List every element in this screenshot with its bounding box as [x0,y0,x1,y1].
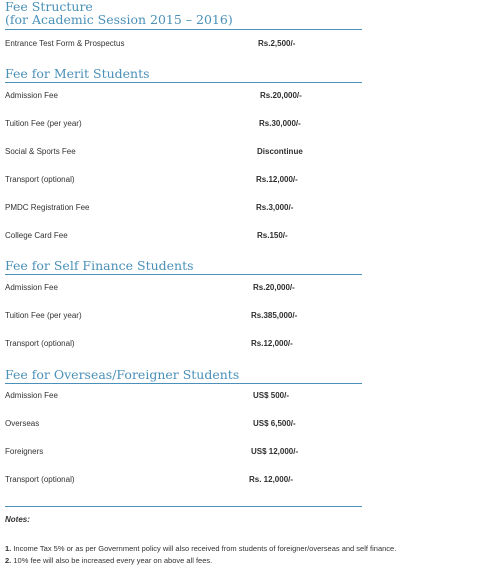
fee-row-label: Admission Fee [5,91,58,100]
note-text: Income Tax 5% or as per Government policy will also received from students of foreigner/overseas and self finance. [11,544,397,553]
section-divider [5,383,362,384]
fee-structure-title: Fee Structure [5,0,93,14]
fee-row-value: Rs. 12,000/- [249,475,294,484]
section-divider [5,274,362,275]
fee-row-label: Transport (optional) [5,475,75,484]
fee-row-label: Foreigners [5,447,44,456]
fee-row-value: US$ 6,500/- [253,419,296,428]
self-finance-fee-title: Fee for Self Finance Students [5,258,194,273]
fee-row-value: US$ 12,000/- [251,447,299,456]
note-item [5,544,396,554]
fee-row-value: Rs.12,000/- [256,175,298,184]
fee-row-value: Rs.150/- [257,231,288,240]
section-divider [5,82,362,83]
fee-row-label: Transport (optional) [5,339,75,348]
fee-row-value: Rs.2,500/- [258,39,296,48]
fee-row-value: Rs.12,000/- [251,339,293,348]
note-number: 2. [5,556,12,565]
fee-row-value: Discontinue [257,147,303,156]
note-item [5,556,212,566]
fee-row-label: Transport (optional) [5,175,75,184]
fee-row-value: US$ 500/- [253,391,290,400]
self-finance-fee-heading [5,259,194,272]
section-divider [5,29,362,30]
merit-fee-heading [5,67,150,80]
note-text: 10% fee will also be increased every year on above all fees. [11,556,213,565]
fee-row-label: Admission Fee [5,283,58,292]
fee-row-label: Admission Fee [5,391,58,400]
fee-row-label: Tuition Fee (per year) [5,311,82,320]
notes-title: Notes: [5,515,30,524]
fee-row-label: Overseas [5,419,40,428]
note-number: 1. [5,544,12,553]
fee-row-label: Social & Sports Fee [5,147,76,156]
fee-row-value: Rs.3,000/- [256,203,294,212]
fee-row-label: College Card Fee [5,231,68,240]
academic-session-subtitle: (for Academic Session 2015 – 2016) [5,12,233,27]
overseas-fee-heading [5,368,239,381]
fee-structure-heading [5,0,233,26]
fee-row-label: Entrance Test Form & Prospectus [5,39,125,48]
fee-row-value: Rs.385,000/- [251,311,298,320]
section-divider [5,506,362,507]
fee-row-value: Rs.30,000/- [259,119,301,128]
overseas-fee-title: Fee for Overseas/Foreigner Students [5,367,240,382]
fee-row-value: Rs.20,000/- [253,283,295,292]
merit-fee-title: Fee for Merit Students [5,66,150,81]
fee-row-value: Rs.20,000/- [260,91,302,100]
fee-row-label: Tuition Fee (per year) [5,119,82,128]
fee-row-label: PMDC Registration Fee [5,203,90,212]
